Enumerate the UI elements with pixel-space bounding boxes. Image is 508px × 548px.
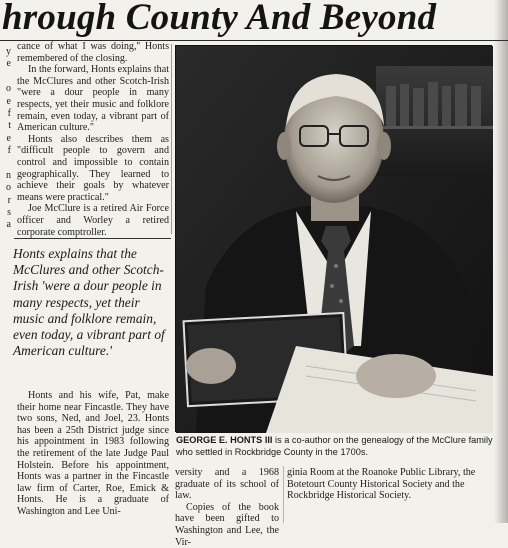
gutter-line: o [6, 83, 11, 95]
article-paragraph: Joe McClure is a retired Air Force officer and Worley a retired corporate comptroller. [17, 203, 169, 238]
gutter-line [0, 71, 14, 83]
gutter-line [0, 158, 14, 170]
pullquote: Honts explains that the McClures and other Scotch-Irish 'were a dour people in many respects, yet their music and folklore remain, even today, a vibrant part of American culture.' [13, 246, 165, 359]
gutter-line: r [7, 194, 11, 206]
portrait-photo-image [176, 46, 493, 433]
column-divider [283, 466, 284, 523]
caption-name: GEORGE E. HONTS III [176, 435, 273, 445]
gutter-line: e [6, 132, 11, 144]
article-column-left-bottom [17, 390, 169, 518]
headline: hrough County And Beyond [2, 0, 437, 38]
gutter-line: s [7, 207, 11, 219]
gutter-line: a [6, 219, 11, 231]
article-column-right [287, 467, 493, 502]
article-paragraph: In the forward, Honts explains that the McClures and other Scotch-Irish "were a dour people in many respects, yet their music and folklore remain, even today, a vibrant part of American culture." [17, 64, 169, 134]
gutter-line: t [8, 120, 11, 132]
gutter-line: f [7, 145, 11, 157]
pullquote-rule [14, 238, 171, 239]
article-column-middle [175, 467, 279, 548]
article-paragraph: versity and a 1968 graduate of its school of law. [175, 467, 279, 502]
caption-text: is a co-author on the genealogy of the McClure family who settled in Rockbridge County in the 1700s. [176, 435, 493, 457]
left-gutter-column-fragment [0, 46, 14, 236]
article-column-left [17, 41, 169, 238]
photo-caption [176, 435, 496, 458]
gutter-line: e [6, 58, 11, 70]
gutter-line: e [6, 95, 11, 107]
gutter-line: y [6, 46, 11, 57]
article-paragraph: cance of what I was doing,'' Honts remembered of the closing. [17, 41, 169, 64]
article-paragraph: Copies of the book have been gifted to Washington and Lee, the Vir- [175, 501, 279, 548]
article-paragraph: Honts also describes them as "difficult people to govern and control and impossible to contain geographically. They learned to achieve their goals by whatever means were practical." [17, 133, 169, 203]
gutter-line: o [6, 182, 11, 194]
column-divider [171, 44, 172, 234]
gutter-line: f [7, 107, 11, 119]
gutter-line: n [6, 169, 11, 181]
article-paragraph: ginia Room at the Roanoke Public Library, the Botetourt County Historical Society and the Rockbridge Historical Society. [287, 467, 476, 502]
article-paragraph: Honts and his wife, Pat, make their home near Fincastle. They have two sons, Ned, and Joel, 23. Honts has been a 25th District judge since his appointment in 1983 following the retirement of the late Judge Paul Holstein. Before his appointment, Honts was a partner in the Fincastle law firm of Carter, Roe, Emick & Honts. He is a graduate of Washington and Lee Uni- [17, 390, 169, 517]
page-edge-shadow [494, 0, 508, 523]
portrait-photo [175, 45, 492, 432]
